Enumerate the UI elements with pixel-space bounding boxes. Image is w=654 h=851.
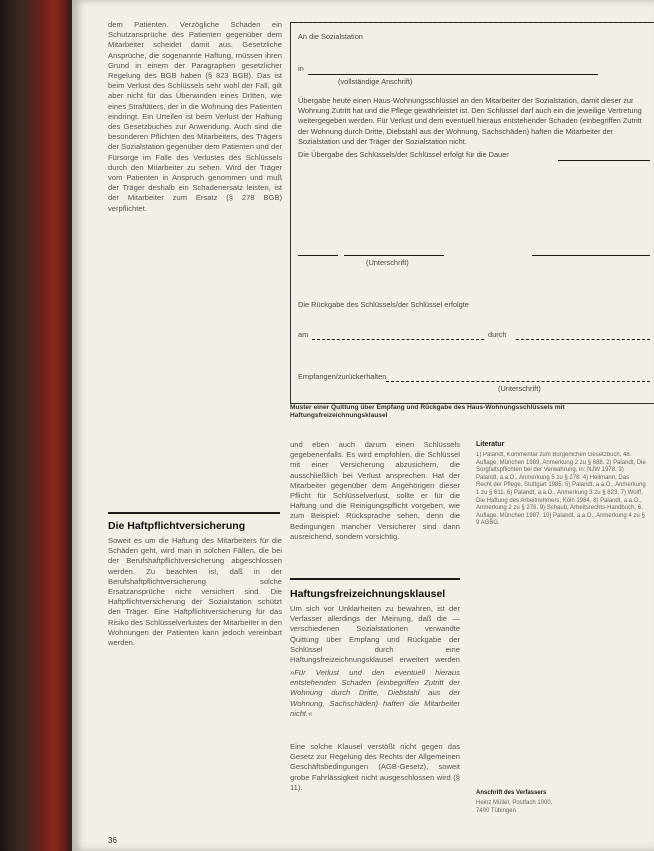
form-in-label: in (298, 64, 304, 73)
body-text-col2-p2: Um sich vor Unklarheiten zu bewahren, ist der Verfasser allerdings der Meinung, daß die — verschiedenen Sozialstationen verwandte Quittung über Empfang und Rückgabe der Schlüssel durch eine Haftungsfreizeichnungsklausel erweitert werden (290, 604, 460, 665)
form-signature-label: (Unterschrift) (366, 258, 409, 267)
section-heading-klausel: Haftungsfreizeichnungsklausel (290, 588, 446, 600)
document-page (72, 0, 654, 851)
handover-line (558, 160, 650, 161)
body-text-col2-quote: »Für Verlust und den eventuell hieraus entstehenden Schaden (einbegriffen Zutritt der Wohnung durch Dritte, Diebstahl aus der Wohnung, Sachschäden) haften die Mitarbeiter nicht.« (290, 668, 460, 718)
section-heading-haftpflicht: Die Haftpflichtversicherung (108, 520, 246, 532)
date-line-1 (298, 255, 338, 256)
form-top-dash (294, 22, 652, 23)
return-by-dash (516, 339, 650, 340)
form-caption: Muster einer Quittung über Empfang und Rückgabe des Haus-Wohnungsschlüssels mit Haftungsfreizeichnungsklausel (290, 404, 565, 419)
notes-title: Literatur (476, 441, 505, 448)
page-number: 36 (108, 836, 117, 845)
form-addressee: An die Sozialstation (298, 32, 363, 41)
form-return-label: Die Rückgabe des Schlüssels/der Schlüssel erfolgte (298, 300, 469, 309)
section-rule (108, 512, 280, 514)
form-by-label: durch (488, 330, 507, 339)
signature-line (532, 255, 650, 256)
body-text-col1-p2: Soweit es um die Haftung des Mitarbeiters für die Schäden geht, wird man in solchen Fällen, die bei der Berufshaftpflichtversicherung abgeschlossen werden. Zu beachten ist, daß in der Berufshaftpflichtversicherung solche Ersatzansprüche nicht versichert sind. Die Haftpflichtversicherung der Sozialstation schützt den Träger. Eine Haftpflichtversicherung für das Risiko des Schlüsselverlustes der Mitarbeiter in den Wohnungen der Patienten kann jedoch vereinbart werden. (108, 536, 282, 648)
book-spine (0, 0, 70, 851)
form-handover-label: Die Übergabe des Schlüssels/der Schlüssel erfolgt für die Dauer (298, 150, 509, 159)
form-on-label: am (298, 330, 309, 339)
body-text-col2-p1: und eben auch darum einen Schlüssels gegebenenfalls. Es wird empfohlen, die Schlüssel mit einer Versicherung abzusichern, die ausschließlich bei Verlust ansprechen. Hat der Mitarbeiter gegenüber dem Angehörigen dieser Pflicht für Schlüsselverlust, sollte er für die Haftung und die Reinigungspflicht vorgeben, wie zum Beispiel: Rücksprache sehen, denn die Bedingungen mancher Versicherer sind dann ausreichend, sondern vorsichtig. (290, 440, 460, 541)
date-line-2 (344, 255, 444, 256)
author-address: Heinz Müller, Postfach 1000, 7400 Tübingen (476, 800, 553, 814)
form-text: Übergabe heute einen Haus-Wohnungsschlüssel an den Mitarbeiter der Sozialstation, damit dieser zur Wohnung Zutritt hat und die Pflege gewährleistet ist. Den Schlüssel darf auch ein die jeweilige Vertretung weitergegeben werden. Für Verlust und dem eventuell hieraus entstehender Schaden (einbegriffen Zutritt der Wohnung durch Dritte, Diebstahl aus der Wohnung, Sachschäden) haften die Mitarbeiter der Sozialstation und der Träger der Sozialstation nicht. (298, 96, 642, 146)
return-date-dash (312, 339, 484, 340)
notes-text: 1) Palandt, Kommentar zum Bürgerlichen Gesetzbuch, 48. Auflage, München 1989, Anmerkung 2 zu § 688. 2) Palandt, Die Sorgfaltspflichten bei der Verwahrung, in: NJW 1978. 3) Palandt, a.a.O., Anmerkung 5 zu § 278. 4) Heilmann, Das Recht der Pflege, Stuttgart 1985. 5) Palandt, a.a.O., Anmerkung 1 zu § 611. 6) Palandt, a.a.O., Anmerkung 3 zu § 823. 7) Wolff, Die Haftung des Arbeitnehmers, Köln 1984. 8) Palandt, a.a.O., Anmerkung 2 zu § 276. 9) Schaub, Arbeitsrechts-Handbuch, 6. Auflage, München 1987. 10) Palandt, a.a.O., Anmerkung 4 zu § 9 AGBG. (476, 452, 646, 527)
address-line (308, 74, 598, 75)
author-title: Anschrift des Verfassers (476, 790, 547, 796)
receipt-dash (386, 381, 650, 382)
form-address-label: (vollständige Anschrift) (338, 77, 413, 86)
form-signature2-label: (Unterschrift) (498, 384, 541, 393)
section-rule-2 (290, 578, 460, 580)
form-receipt-label: Empfangen/zurückerhalten (298, 372, 387, 381)
body-text-col2-p3: Eine solche Klausel verstößt nicht gegen das Gesetz zur Regelung des Rechts der Allgemeinen Geschäftsbedingungen (AGB-Gesetz), soweit grobe Fahrlässigkeit nicht ausgeschlossen wird (§ 11). (290, 742, 460, 792)
body-text-col1-p1: dem Patienten. Verzögliche Schaden ein Schutzansprüche des Patienten gegenüber dem Mitarbeiter scheidet damit aus. Gesetzliche Ansprüche, die sogenannte Haftung, müssen ihren Grund in einem der Paragraphen gesetzlicher Regelung des BGB haben (§ 823 BGB). Das ist beim Verlust des Schlüssels sehr wohl der Fall, gilt aber nicht für das Überwinden eines Dritten, wie eines Straftäters, der in die Wohnung des Patienten eindringt. Ein Urteilen ist beim Verlust der Haftung des Gesetzbuches zur Anwendung. Auch sind die besonderen Pflichten des Mitarbeiters, des Trägers der Sozialstation gegenüber dem Patienten und der Fürsorge im Falle des Verlustes des Schlüssels durch den Mitarbeiter zu sehen. Wird der Träger vom Patienten in Anspruch genommen und muß der Träger deshalb ein Schadenersatz leisten, ist der Mitarbeiter zum Ersatz (§ 278 BGB) verpflichtet. (108, 20, 282, 213)
